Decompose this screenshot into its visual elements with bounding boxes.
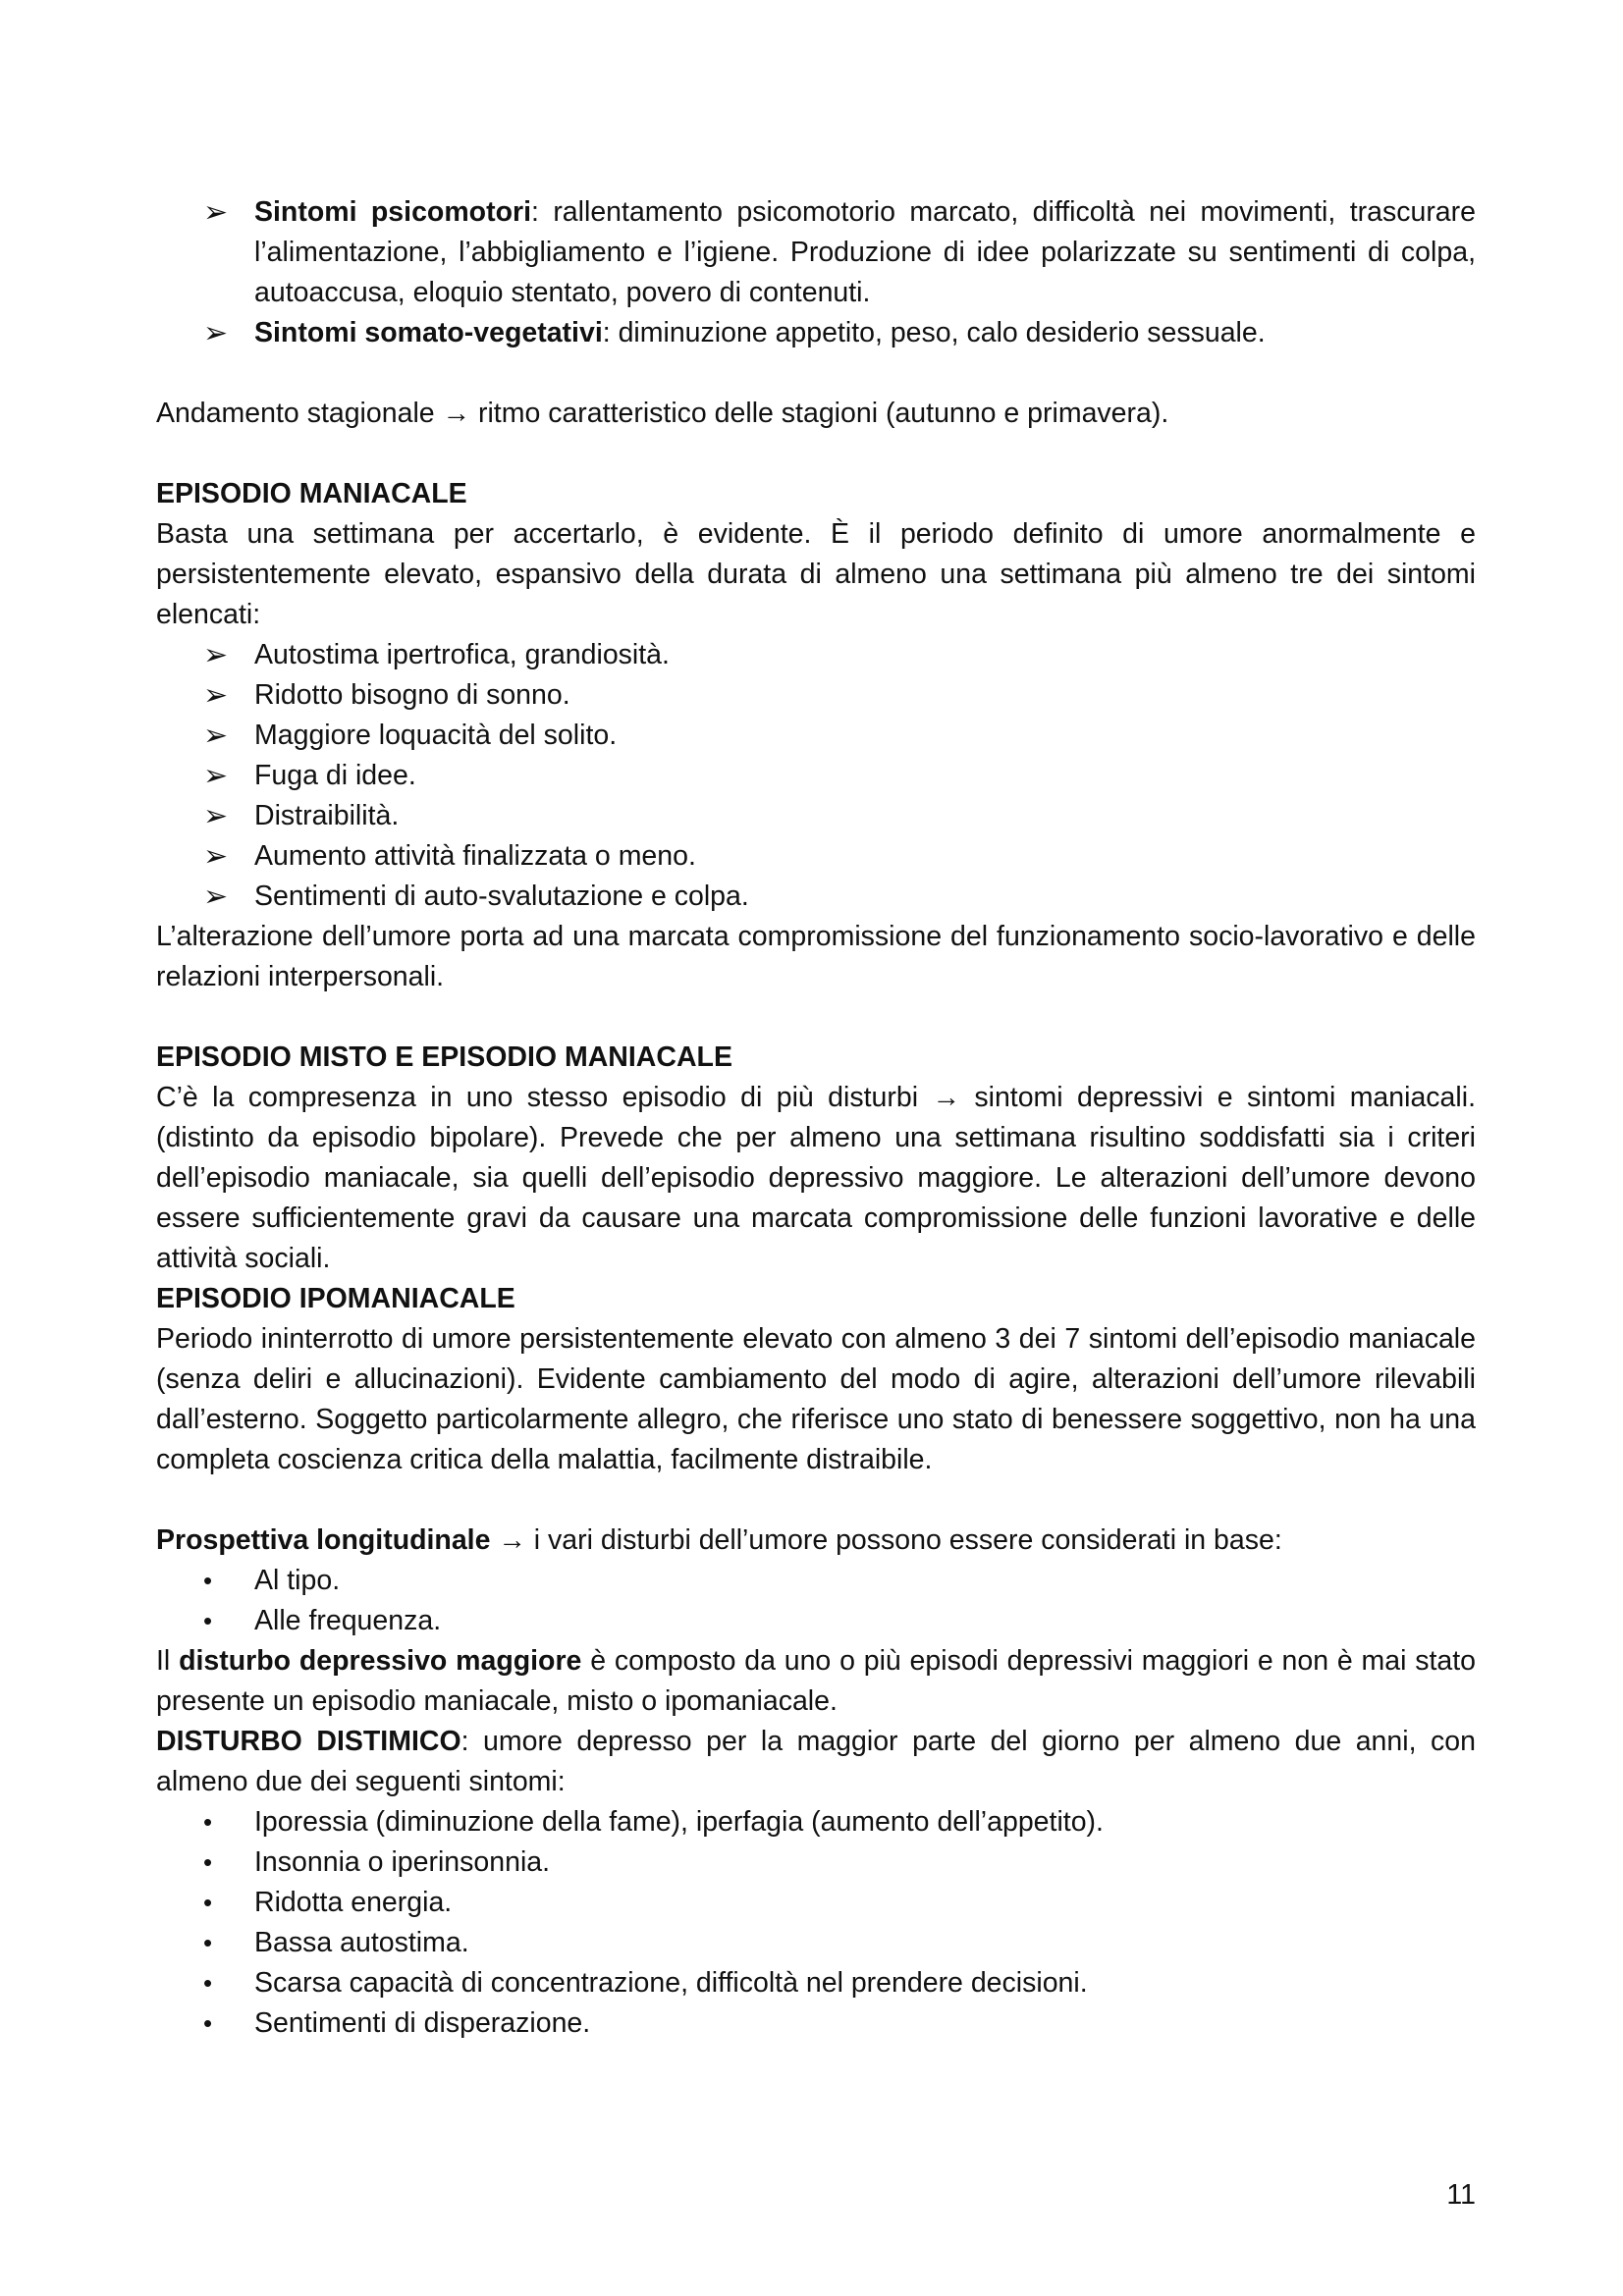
bullet-dot-icon: • [203, 1807, 213, 1837]
page-content [156, 192, 1476, 2044]
spacer [156, 434, 1476, 474]
spacer [156, 353, 1476, 394]
bullet-term: Sintomi somato-vegetativi [254, 317, 603, 348]
list-item [156, 192, 1476, 313]
bullet-dot-icon: • [203, 1968, 213, 1998]
bullet-dot-icon: • [203, 1606, 213, 1635]
seasonal-trend-paragraph: Andamento stagionale → ritmo caratteristico delle stagioni (autunno e primavera). [156, 398, 1169, 429]
bullet-term: Sintomi psicomotori [254, 196, 531, 228]
spacer [156, 997, 1476, 1038]
bullet-dot-icon: • [203, 1928, 213, 1957]
list-item: • Bassa autostima. [156, 1923, 1476, 1963]
list-item: • Alle frequenza. [156, 1601, 1476, 1641]
longitudinal-list [156, 1561, 1476, 1641]
dysthymic-disorder-paragraph: DISTURBO DISTIMICO: umore depresso per la maggior parte del giorno per almeno due anni, con almeno due dei seguenti sintomi: [156, 1726, 1476, 1797]
bullet-dot-icon: • [203, 2008, 213, 2038]
list-item: ➢ Ridotto bisogno di sonno. [156, 675, 1476, 716]
arrowhead-bullet-icon: ➢ [203, 881, 229, 913]
list-item: • Al tipo. [156, 1561, 1476, 1601]
spacer [156, 1480, 1476, 1521]
list-item [156, 313, 1476, 353]
bullet-text: : diminuzione appetito, peso, calo desiderio sessuale. [602, 317, 1266, 348]
major-depressive-paragraph: Il disturbo depressivo maggiore è composto da uno o più episodi depressivi maggiori e non è mai stato presente un episodio maniacale, misto o ipomaniacale. [156, 1645, 1477, 1717]
manic-episode-outro: L’alterazione dell’umore porta ad una marcata compromissione del funzionamento socio-lavorativo e delle relazioni interpersonali. [156, 921, 1476, 992]
list-item: ➢ Autostima ipertrofica, grandiosità. [156, 635, 1476, 675]
list-item: • Sentimenti di disperazione. [156, 2003, 1476, 2044]
arrowhead-bullet-icon: ➢ [203, 840, 229, 873]
bullet-dot-icon: • [203, 1847, 213, 1877]
manic-episode-heading: EPISODIO MANIACALE [156, 478, 467, 509]
hypomanic-episode-paragraph: Periodo ininterrotto di umore persistentemente elevato con almeno 3 dei 7 sintomi dell’episodio maniacale (senza deliri e allucinazioni). Evidente cambiamento del modo di agire, alterazioni dell’umore rilevabili dall’esterno. Soggetto particolarmente allegro, che riferisce uno stato di benessere soggettivo, non ha una completa coscienza critica della malattia, facilmente distraibile. [156, 1323, 1476, 1475]
list-item: ➢ Distraibilità. [156, 796, 1476, 836]
bullet-dot-icon: • [203, 1888, 213, 1917]
list-item: • Scarsa capacità di concentrazione, difficoltà nel prendere decisioni. [156, 1963, 1476, 2003]
symptom-bullet-list [156, 192, 1476, 353]
longitudinal-perspective-paragraph: Prospettiva longitudinale → i vari disturbi dell’umore possono essere considerati in base: [156, 1524, 1282, 1556]
bullet-dot-icon: • [203, 1566, 213, 1595]
list-item: • Iporessia (diminuzione della fame), iperfagia (aumento dell’appetito). [156, 1802, 1476, 1842]
arrowhead-bullet-icon: ➢ [203, 679, 229, 712]
arrowhead-bullet-icon: ➢ [203, 760, 229, 792]
bullet-text: : rallentamento psicomotorio marcato, difficoltà nei movimenti, trascurare l’alimentazione, l’abbigliamento e l’igiene. Produzione di idee polarizzate su sentimenti di colpa, autoaccusa, eloquio stentato, povero di contenuti. [254, 196, 1476, 308]
arrowhead-bullet-icon: ➢ [203, 196, 229, 229]
list-item: ➢ Maggiore loquacità del solito. [156, 716, 1476, 756]
mixed-episode-paragraph: C’è la compresenza in uno stesso episodio di più disturbi → sintomi depressivi e sintomi maniacali. (distinto da episodio bipolare). Prevede che per almeno una settimana risultino soddisfatti sia i criteri dell’episodio maniacale, sia quelli dell’episodio depressivo maggiore. Le alterazioni dell’umore devono essere sufficientemente gravi da causare una marcata compromissione delle funzioni lavorative e delle attività sociali. [156, 1082, 1476, 1274]
arrowhead-bullet-icon: ➢ [203, 639, 229, 671]
hypomanic-episode-heading: EPISODIO IPOMANIACALE [156, 1283, 515, 1314]
arrowhead-bullet-icon: ➢ [203, 317, 229, 349]
arrowhead-bullet-icon: ➢ [203, 800, 229, 832]
manic-symptom-list [156, 635, 1476, 917]
list-item: • Insonnia o iperinsonnia. [156, 1842, 1476, 1883]
arrowhead-bullet-icon: ➢ [203, 720, 229, 752]
list-item: ➢ Sentimenti di auto-svalutazione e colpa. [156, 877, 1476, 917]
list-item: ➢ Fuga di idee. [156, 756, 1476, 796]
list-item: ➢ Aumento attività finalizzata o meno. [156, 836, 1476, 877]
manic-episode-intro: Basta una settimana per accertarlo, è evidente. È il periodo definito di umore anormalmente e persistentemente elevato, espansivo della durata di almeno una settimana più almeno tre dei sintomi elencati: [156, 518, 1476, 630]
page-number: 11 [1446, 2179, 1476, 2211]
dysthymic-symptom-list [156, 1802, 1476, 2044]
list-item: • Ridotta energia. [156, 1883, 1476, 1923]
mixed-episode-heading: EPISODIO MISTO E EPISODIO MANIACALE [156, 1041, 732, 1073]
